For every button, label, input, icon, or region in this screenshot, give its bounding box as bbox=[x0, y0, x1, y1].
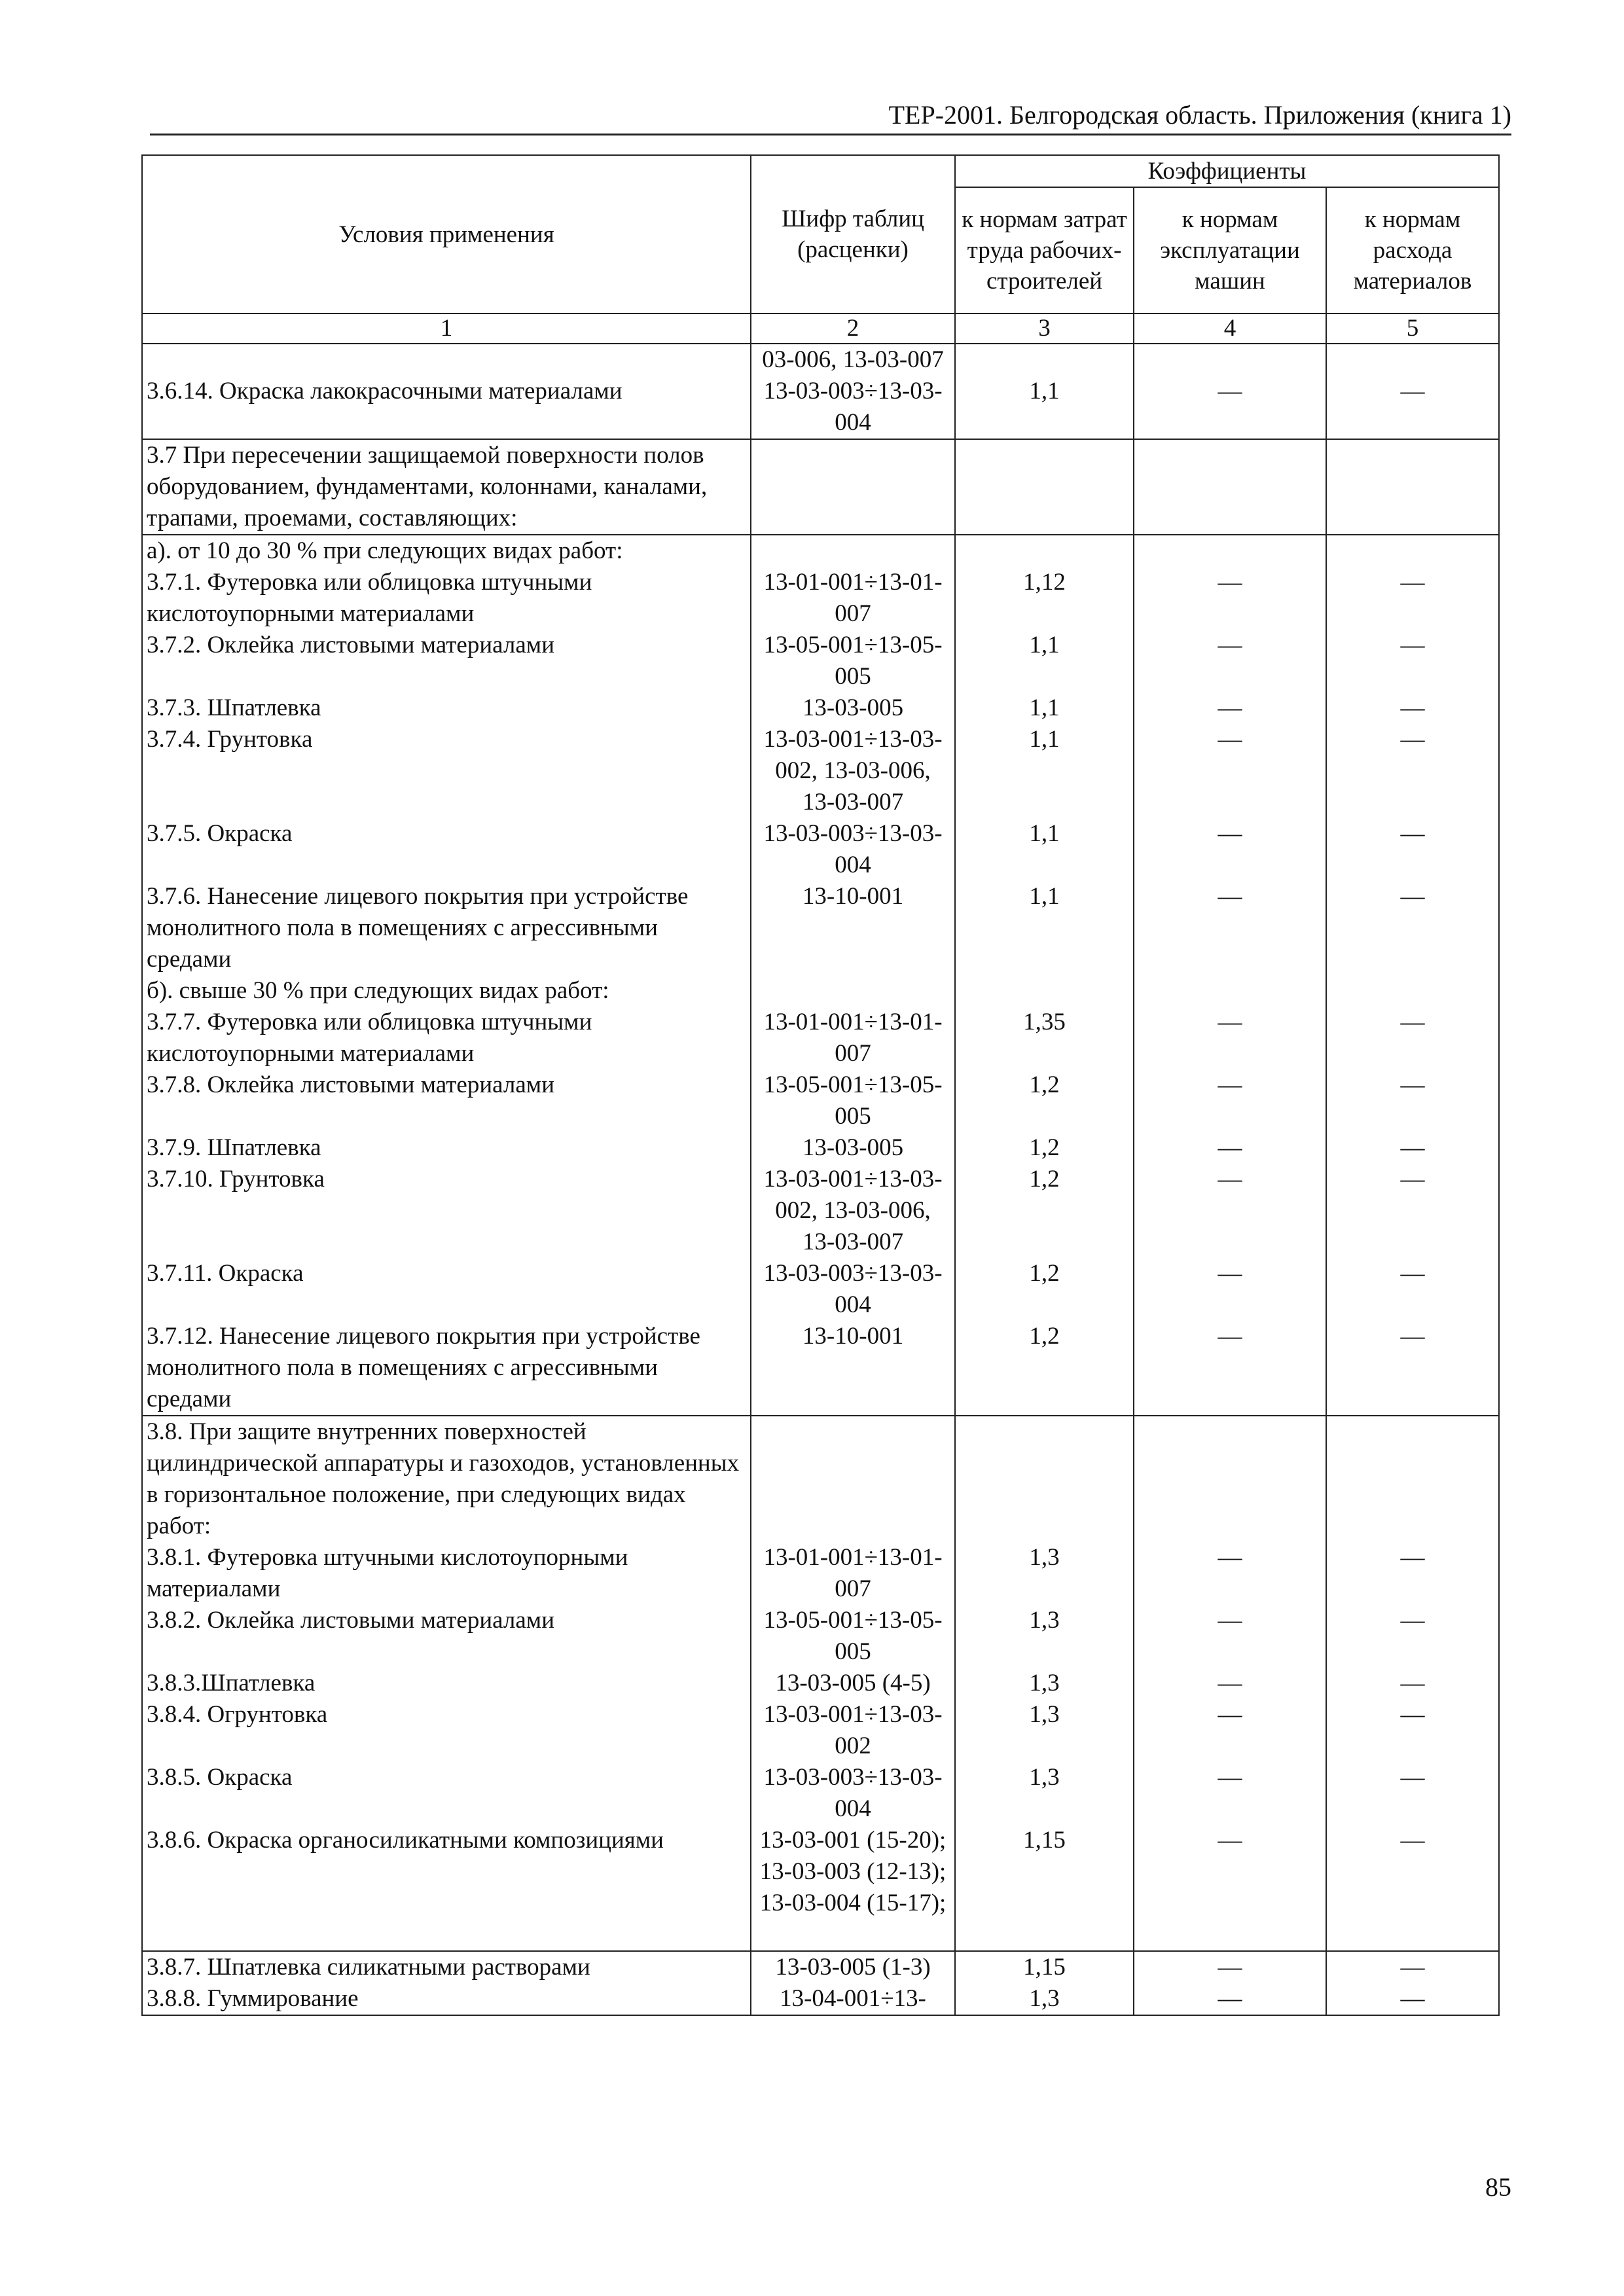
header-col3: к нормам затрат труда рабочих-строителей bbox=[955, 187, 1134, 314]
material-coef-cell: — bbox=[1326, 1258, 1499, 1321]
code-cell: 13-03-001÷13-03-002, 13-03-006, 13-03-007 bbox=[751, 724, 955, 818]
material-coef-cell: — bbox=[1326, 724, 1499, 818]
code-cell: 13-03-001÷13-03-002 bbox=[751, 1699, 955, 1762]
condition-cell: 3.7.2. Оклейка листовыми материалами bbox=[142, 630, 751, 692]
labor-coef-cell: 1,35 bbox=[955, 1007, 1134, 1069]
code-cell: 13-10-001 bbox=[751, 1321, 955, 1416]
material-coef-cell: — bbox=[1326, 376, 1499, 439]
condition-cell: 3.8. При защите внутренних поверхностей цилиндрической аппаратуры и газоходов, установленных в горизонтальное положение, при следующих видах работ: bbox=[142, 1416, 751, 1542]
table-row bbox=[142, 1007, 1499, 1069]
table-row bbox=[142, 630, 1499, 692]
machine-coef-cell: — bbox=[1134, 1542, 1326, 1605]
machine-coef-cell: — bbox=[1134, 724, 1326, 818]
table-row bbox=[142, 1605, 1499, 1668]
table-row bbox=[142, 975, 1499, 1007]
labor-coef-cell bbox=[955, 975, 1134, 1007]
labor-coef-cell: 1,3 bbox=[955, 1542, 1134, 1605]
condition-cell: а). от 10 до 30 % при следующих видах работ: bbox=[142, 535, 751, 567]
condition-cell: 3.7.6. Нанесение лицевого покрытия при устройстве монолитного пола в помещениях с агрессивными средами bbox=[142, 881, 751, 975]
table-row bbox=[142, 439, 1499, 535]
labor-coef-cell: 1,1 bbox=[955, 376, 1134, 439]
code-cell: 13-05-001÷13-05-005 bbox=[751, 630, 955, 692]
code-cell: 13-05-001÷13-05-005 bbox=[751, 1069, 955, 1132]
code-cell: 13-10-001 bbox=[751, 881, 955, 975]
material-coef-cell: — bbox=[1326, 1542, 1499, 1605]
table-row bbox=[142, 818, 1499, 881]
labor-coef-cell: 1,2 bbox=[955, 1132, 1134, 1164]
machine-coef-cell: — bbox=[1134, 818, 1326, 881]
code-cell: 13-03-005 bbox=[751, 692, 955, 724]
code-cell bbox=[751, 535, 955, 567]
material-coef-cell: — bbox=[1326, 1699, 1499, 1762]
code-cell: 03-006, 13-03-007 bbox=[751, 344, 955, 376]
coefficients-table bbox=[141, 154, 1500, 2016]
condition-cell: б). свыше 30 % при следующих видах работ: bbox=[142, 975, 751, 1007]
code-cell: 13-01-001÷13-01-007 bbox=[751, 1542, 955, 1605]
labor-coef-cell: 1,15 bbox=[955, 1951, 1134, 1983]
condition-cell: 3.7.9. Шпатлевка bbox=[142, 1132, 751, 1164]
header-col4: к нормам эксплуатации машин bbox=[1134, 187, 1326, 314]
machine-coef-cell: — bbox=[1134, 1762, 1326, 1825]
condition-cell: 3.8.2. Оклейка листовыми материалами bbox=[142, 1605, 751, 1668]
condition-cell: 3.7.5. Окраска bbox=[142, 818, 751, 881]
header-coefficients: Коэффициенты bbox=[955, 155, 1499, 187]
condition-cell: 3.8.5. Окраска bbox=[142, 1762, 751, 1825]
code-cell: 13-03-003÷13-03-004 bbox=[751, 818, 955, 881]
condition-cell: 3.7.8. Оклейка листовыми материалами bbox=[142, 1069, 751, 1132]
labor-coef-cell bbox=[955, 439, 1134, 535]
labor-coef-cell: 1,2 bbox=[955, 1321, 1134, 1416]
material-coef-cell: — bbox=[1326, 1132, 1499, 1164]
machine-coef-cell bbox=[1134, 1416, 1326, 1542]
condition-cell: 3.8.6. Окраска органосиликатными композициями bbox=[142, 1825, 751, 1951]
material-coef-cell bbox=[1326, 344, 1499, 376]
material-coef-cell: — bbox=[1326, 1069, 1499, 1132]
material-coef-cell: — bbox=[1326, 1668, 1499, 1699]
table-row bbox=[142, 1699, 1499, 1762]
code-cell: 13-03-001÷13-03-002, 13-03-006, 13-03-007 bbox=[751, 1164, 955, 1258]
condition-cell: 3.7.11. Окраска bbox=[142, 1258, 751, 1321]
table-row bbox=[142, 1825, 1499, 1951]
condition-cell: 3.8.3.Шпатлевка bbox=[142, 1668, 751, 1699]
condition-cell: 3.7.10. Грунтовка bbox=[142, 1164, 751, 1258]
machine-coef-cell: — bbox=[1134, 1951, 1326, 1983]
table-row bbox=[142, 881, 1499, 975]
labor-coef-cell: 1,2 bbox=[955, 1164, 1134, 1258]
code-cell bbox=[751, 975, 955, 1007]
labor-coef-cell: 1,1 bbox=[955, 724, 1134, 818]
code-cell: 13-04-001÷13- bbox=[751, 1983, 955, 2015]
code-cell: 13-03-005 bbox=[751, 1132, 955, 1164]
material-coef-cell bbox=[1326, 1416, 1499, 1542]
running-header bbox=[150, 98, 1511, 135]
labor-coef-cell: 1,3 bbox=[955, 1605, 1134, 1668]
material-coef-cell bbox=[1326, 535, 1499, 567]
labor-coef-cell: 1,2 bbox=[955, 1258, 1134, 1321]
machine-coef-cell: — bbox=[1134, 692, 1326, 724]
table-row bbox=[142, 1416, 1499, 1542]
table-row bbox=[142, 376, 1499, 439]
table-row bbox=[142, 1668, 1499, 1699]
code-cell bbox=[751, 1416, 955, 1542]
condition-cell: 3.7 При пересечении защищаемой поверхности полов оборудованием, фундаментами, колоннами, каналами, трапами, проемами, составляющих: bbox=[142, 439, 751, 535]
condition-cell bbox=[142, 344, 751, 376]
code-cell: 13-03-005 (4-5) bbox=[751, 1668, 955, 1699]
condition-cell: 3.6.14. Окраска лакокрасочными материалами bbox=[142, 376, 751, 439]
table-row bbox=[142, 1762, 1499, 1825]
machine-coef-cell: — bbox=[1134, 1668, 1326, 1699]
header-col5: к нормам расхода материалов bbox=[1326, 187, 1499, 314]
code-cell: 13-03-003÷13-03-004 bbox=[751, 376, 955, 439]
table-row bbox=[142, 1542, 1499, 1605]
table-row bbox=[142, 1069, 1499, 1132]
column-number: 3 bbox=[955, 314, 1134, 344]
material-coef-cell: — bbox=[1326, 1951, 1499, 1983]
table-row bbox=[142, 692, 1499, 724]
table-row bbox=[142, 1983, 1499, 2015]
machine-coef-cell: — bbox=[1134, 1258, 1326, 1321]
code-cell: 13-01-001÷13-01-007 bbox=[751, 1007, 955, 1069]
condition-cell: 3.8.1. Футеровка штучными кислотоупорными материалами bbox=[142, 1542, 751, 1605]
code-cell: 13-03-003÷13-03-004 bbox=[751, 1258, 955, 1321]
labor-coef-cell bbox=[955, 344, 1134, 376]
code-cell: 13-03-003÷13-03-004 bbox=[751, 1762, 955, 1825]
machine-coef-cell: — bbox=[1134, 1164, 1326, 1258]
column-number: 5 bbox=[1326, 314, 1499, 344]
machine-coef-cell: — bbox=[1134, 1983, 1326, 2015]
table-row bbox=[142, 1951, 1499, 1983]
column-number: 4 bbox=[1134, 314, 1326, 344]
code-cell: 13-05-001÷13-05-005 bbox=[751, 1605, 955, 1668]
table-row bbox=[142, 1258, 1499, 1321]
material-coef-cell: — bbox=[1326, 881, 1499, 975]
labor-coef-cell: 1,1 bbox=[955, 692, 1134, 724]
code-cell: 13-03-005 (1-3) bbox=[751, 1951, 955, 1983]
material-coef-cell bbox=[1326, 975, 1499, 1007]
labor-coef-cell: 1,12 bbox=[955, 567, 1134, 630]
condition-cell: 3.7.4. Грунтовка bbox=[142, 724, 751, 818]
machine-coef-cell bbox=[1134, 975, 1326, 1007]
material-coef-cell: — bbox=[1326, 630, 1499, 692]
machine-coef-cell: — bbox=[1134, 1605, 1326, 1668]
machine-coef-cell: — bbox=[1134, 1007, 1326, 1069]
material-coef-cell bbox=[1326, 439, 1499, 535]
material-coef-cell: — bbox=[1326, 1825, 1499, 1951]
table-row bbox=[142, 1164, 1499, 1258]
table-row bbox=[142, 724, 1499, 818]
condition-cell: 3.8.8. Гуммирование bbox=[142, 1983, 751, 2015]
labor-coef-cell: 1,2 bbox=[955, 1069, 1134, 1132]
machine-coef-cell: — bbox=[1134, 1321, 1326, 1416]
table-row bbox=[142, 1321, 1499, 1416]
machine-coef-cell: — bbox=[1134, 376, 1326, 439]
machine-coef-cell: — bbox=[1134, 630, 1326, 692]
labor-coef-cell: 1,3 bbox=[955, 1668, 1134, 1699]
machine-coef-cell bbox=[1134, 344, 1326, 376]
material-coef-cell: — bbox=[1326, 1762, 1499, 1825]
code-cell bbox=[751, 439, 955, 535]
labor-coef-cell: 1,3 bbox=[955, 1762, 1134, 1825]
table-row bbox=[142, 1132, 1499, 1164]
table-row bbox=[142, 535, 1499, 567]
material-coef-cell: — bbox=[1326, 1007, 1499, 1069]
condition-cell: 3.8.4. Огрунтовка bbox=[142, 1699, 751, 1762]
condition-cell: 3.7.3. Шпатлевка bbox=[142, 692, 751, 724]
page-number: 85 bbox=[1485, 2172, 1511, 2202]
column-number: 2 bbox=[751, 314, 955, 344]
header-code: Шифр таблиц (расценки) bbox=[751, 155, 955, 314]
code-cell: 13-01-001÷13-01-007 bbox=[751, 567, 955, 630]
material-coef-cell: — bbox=[1326, 1164, 1499, 1258]
material-coef-cell: — bbox=[1326, 1983, 1499, 2015]
labor-coef-cell bbox=[955, 535, 1134, 567]
table-row bbox=[142, 567, 1499, 630]
material-coef-cell: — bbox=[1326, 692, 1499, 724]
condition-cell: 3.7.1. Футеровка или облицовка штучными кислотоупорными материалами bbox=[142, 567, 751, 630]
machine-coef-cell: — bbox=[1134, 881, 1326, 975]
labor-coef-cell: 1,15 bbox=[955, 1825, 1134, 1951]
material-coef-cell: — bbox=[1326, 1605, 1499, 1668]
condition-cell: 3.8.7. Шпатлевка силикатными растворами bbox=[142, 1951, 751, 1983]
column-number: 1 bbox=[142, 314, 751, 344]
machine-coef-cell: — bbox=[1134, 567, 1326, 630]
labor-coef-cell bbox=[955, 1416, 1134, 1542]
table-row bbox=[142, 344, 1499, 376]
labor-coef-cell: 1,3 bbox=[955, 1983, 1134, 2015]
machine-coef-cell: — bbox=[1134, 1825, 1326, 1951]
code-cell: 13-03-001 (15-20); 13-03-003 (12-13); 13-03-004 (15-17); bbox=[751, 1825, 955, 1951]
condition-cell: 3.7.7. Футеровка или облицовка штучными кислотоупорными материалами bbox=[142, 1007, 751, 1069]
material-coef-cell: — bbox=[1326, 818, 1499, 881]
machine-coef-cell bbox=[1134, 439, 1326, 535]
material-coef-cell: — bbox=[1326, 1321, 1499, 1416]
machine-coef-cell bbox=[1134, 535, 1326, 567]
labor-coef-cell: 1,3 bbox=[955, 1699, 1134, 1762]
labor-coef-cell: 1,1 bbox=[955, 630, 1134, 692]
machine-coef-cell: — bbox=[1134, 1069, 1326, 1132]
condition-cell: 3.7.12. Нанесение лицевого покрытия при устройстве монолитного пола в помещениях с агрессивными средами bbox=[142, 1321, 751, 1416]
labor-coef-cell: 1,1 bbox=[955, 818, 1134, 881]
header-title: ТЕР-2001. Белгородская область. Приложения (книга 1) bbox=[888, 100, 1511, 130]
material-coef-cell: — bbox=[1326, 567, 1499, 630]
machine-coef-cell: — bbox=[1134, 1699, 1326, 1762]
table-body bbox=[142, 344, 1499, 2015]
labor-coef-cell: 1,1 bbox=[955, 881, 1134, 975]
header-condition: Условия применения bbox=[142, 155, 751, 314]
machine-coef-cell: — bbox=[1134, 1132, 1326, 1164]
